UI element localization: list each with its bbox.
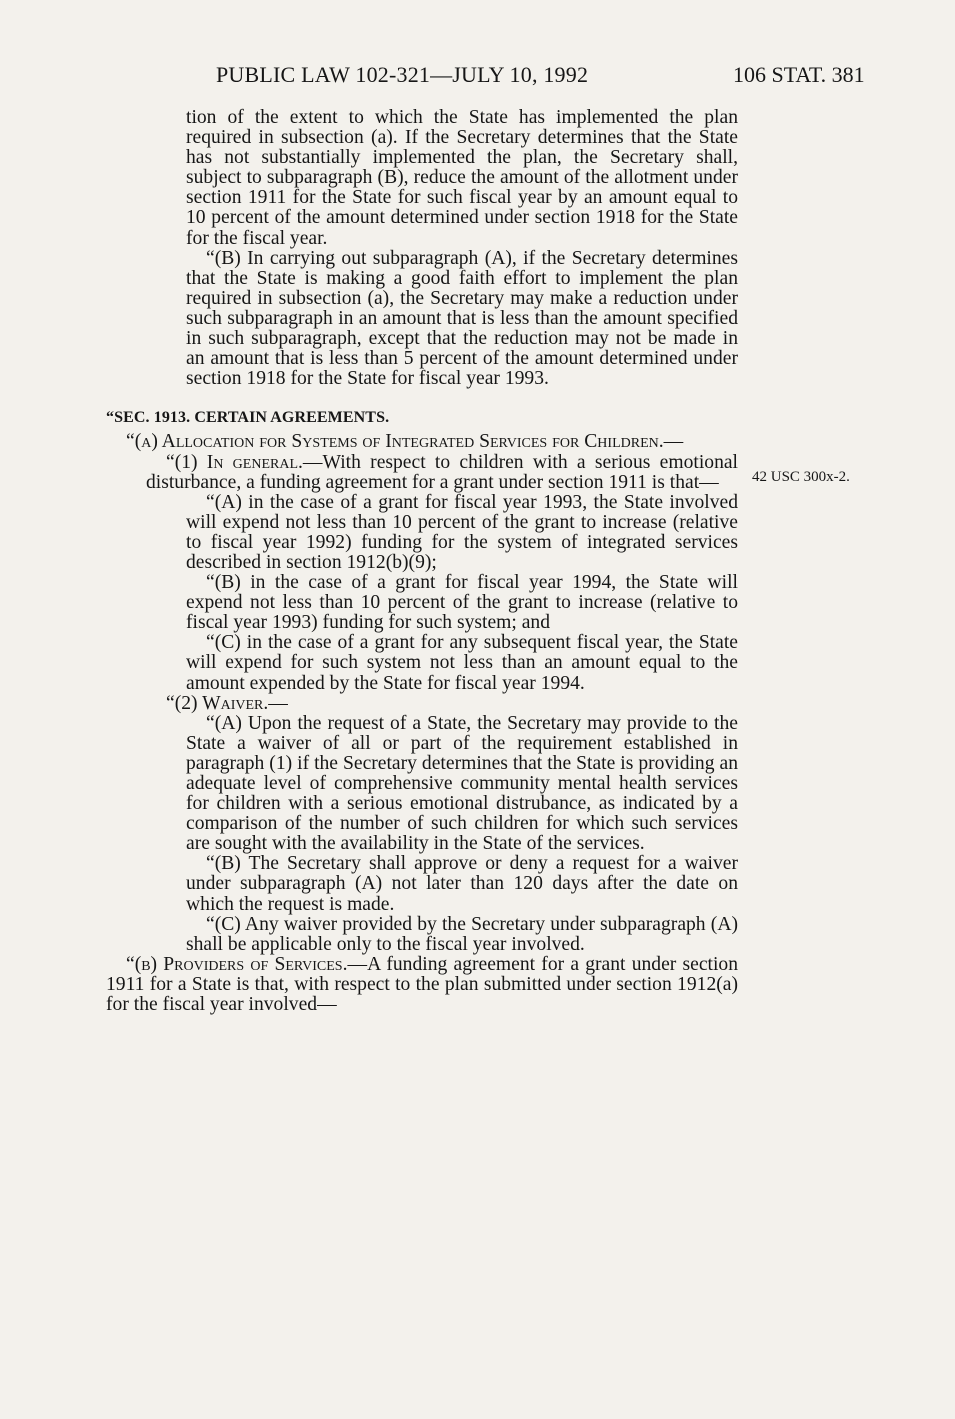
clause-a2-A: “(A) Upon the request of a State, the Secretary may provide to the State a waiver of all or part of the requirement established in paragraph (1) if the Secretary determines that the State is providing an adequate level of comprehensive community mental health services for children with a serious emotional distrubance, as indicated by a comparison of the number of such children for which such services are sought with the availability in the State of the services. xyxy=(186,712,738,855)
running-header: PUBLIC LAW 102-321—JULY 10, 1992 xyxy=(216,62,589,87)
subsection-b xyxy=(106,955,738,1015)
subsection-b-label: “(b) Providers of Services. xyxy=(126,953,348,975)
paragraph-a1-label: “(1) In general. xyxy=(166,451,303,473)
section-heading: “SEC. 1913. CERTAIN AGREEMENTS. xyxy=(106,409,390,427)
paragraph-a2-heading: “(2) Waiver.— xyxy=(166,692,288,714)
clause-a1-C: “(C) in the case of a grant for any subsequent fiscal year, the State will expend for such system not less than an amount equal to the amount expended by the State for fiscal year 1994. xyxy=(186,632,738,694)
paragraph-a1-text: —With respect to children with a serious emotional disturbance, a funding agreement for a grant under section 1911 is that— xyxy=(146,451,739,493)
margin-citation: 42 USC 300x-2. xyxy=(752,469,850,485)
clause-a1-B: “(B) in the case of a grant for fiscal year 1994, the State will expend not less than 10 percent of the grant to increase (relative to fiscal year 1993) funding for such system; and xyxy=(186,572,738,634)
clause-a2-C: “(C) Any waiver provided by the Secretary under subparagraph (A) shall be applicable only to the fiscal year involved. xyxy=(186,913,738,955)
statute-page-number: 106 STAT. 381 xyxy=(733,62,865,87)
statute-body xyxy=(106,108,738,1015)
subsection-b-text: —A funding agreement for a grant under section 1911 for a State is that, with respect to the plan submitted under section 1912(a) for the fiscal year involved— xyxy=(106,953,738,1016)
clause-a2-B: “(B) The Secretary shall approve or deny a request for a waiver under subparagraph (A) not later than 120 days after the date on which the request is made. xyxy=(186,853,738,915)
paragraph-continuation: tion of the extent to which the State has implemented the plan required in subsection (a). If the Secretary determines that the State has not substantially implemented the plan, the Secretary shall, subject to subparagraph (B), reduce the amount of the allotment under section 1911 for the State for such fiscal year by an amount equal to 10 percent of the amount determined under section 1918 for the State for the fiscal year. xyxy=(186,107,738,249)
clause-a1-A: “(A) in the case of a grant for fiscal year 1993, the State involved will expend not less than 10 percent of the grant to increase (relative to fiscal year 1992) funding for the system of integrated services described in section 1912(b)(9); xyxy=(186,491,738,573)
subsection-a-heading: “(a) Allocation for Systems of Integrated Services for Children.— xyxy=(126,431,684,453)
paragraph-a1 xyxy=(106,453,738,493)
paragraph-subparagraph-b: “(B) In carrying out subparagraph (A), if the Secretary determines that the State is making a good faith effort to implement the plan required in subsection (a), the Secretary may make a reduction under such subparagraph in an amount that is less than the amount specified in such subparagraph, except that the reduction may not be made in an amount that is less than 5 percent of the amount determined under section 1918 for the State for fiscal year 1993. xyxy=(186,247,738,390)
